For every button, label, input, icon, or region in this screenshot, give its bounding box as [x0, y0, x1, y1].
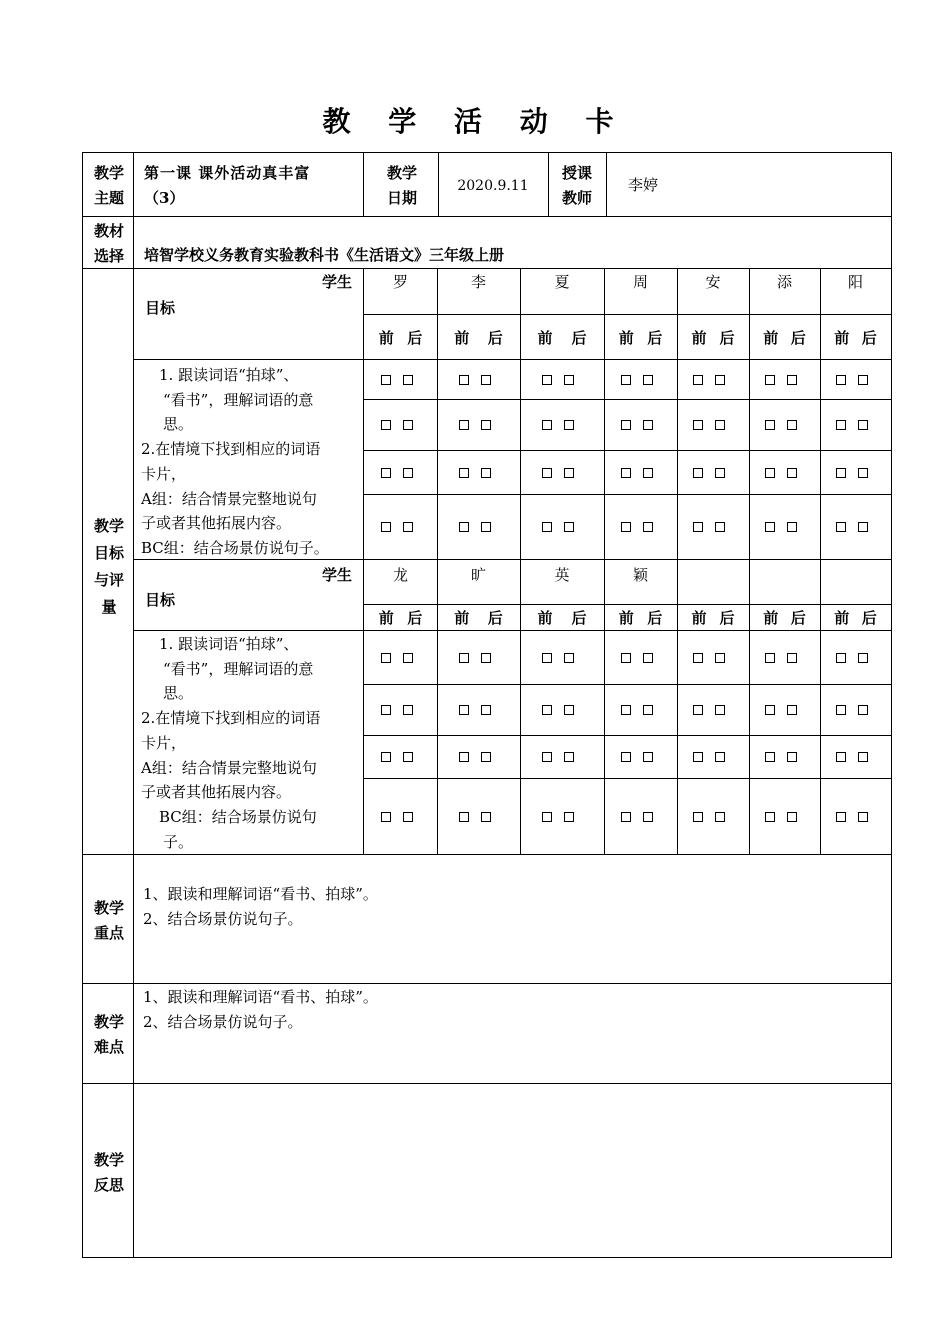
assessment-checkbox[interactable] — [715, 420, 725, 430]
goal-line: “看书”，理解词语的意 — [163, 659, 314, 678]
b-after-label: 后 — [407, 609, 423, 627]
b-after-label: 后 — [571, 609, 587, 627]
assessment-checkbox[interactable] — [643, 653, 653, 663]
assessment-checkbox[interactable] — [403, 375, 413, 385]
table-border — [363, 268, 364, 855]
assessment-checkbox[interactable] — [621, 522, 631, 532]
assessment-checkbox[interactable] — [621, 375, 631, 385]
table-border — [363, 604, 892, 605]
a-after-label: 后 — [861, 329, 877, 347]
b-after-label: 后 — [487, 609, 503, 627]
a-after-label: 后 — [719, 329, 735, 347]
assessment-checkbox[interactable] — [836, 420, 846, 430]
b-student-name: 颖 — [632, 566, 648, 584]
assessment-checkbox[interactable] — [643, 705, 653, 715]
goal-line: 卡片， — [141, 733, 187, 752]
assessment-checkbox[interactable] — [459, 522, 469, 532]
table-border — [363, 152, 364, 217]
assessment-checkbox[interactable] — [765, 468, 775, 478]
assessment-checkbox[interactable] — [836, 522, 846, 532]
page-title: 教 学 活 动 卡 — [322, 105, 628, 138]
assessment-checkbox[interactable] — [381, 522, 391, 532]
table-border — [749, 268, 750, 855]
assessment-checkbox[interactable] — [858, 705, 868, 715]
assessment-checkbox[interactable] — [621, 812, 631, 822]
assessment-checkbox[interactable] — [858, 653, 868, 663]
a-before-label: 前 — [763, 329, 779, 347]
assessment-checkbox[interactable] — [643, 812, 653, 822]
assessment-checkbox[interactable] — [643, 375, 653, 385]
assessment-checkbox[interactable] — [381, 705, 391, 715]
assessment-checkbox[interactable] — [542, 375, 552, 385]
assessment-checkbox[interactable] — [542, 522, 552, 532]
goal-line: 子。 — [163, 832, 194, 851]
assessment-checkbox[interactable] — [459, 468, 469, 478]
reflection-label: 教学 反思 — [93, 1151, 124, 1194]
assessment-checkbox[interactable] — [403, 705, 413, 715]
assessment-checkbox[interactable] — [403, 468, 413, 478]
assessment-checkbox[interactable] — [381, 752, 391, 762]
assessment-checkbox[interactable] — [643, 752, 653, 762]
assessment-checkbox[interactable] — [765, 812, 775, 822]
assessment-checkbox[interactable] — [542, 653, 552, 663]
assessment-checkbox[interactable] — [481, 375, 491, 385]
key-point-2: 2、结合场景仿说句子。 — [143, 910, 303, 928]
assessment-checkbox[interactable] — [836, 752, 846, 762]
a-after-label: 后 — [571, 329, 587, 347]
assessment-checkbox[interactable] — [481, 468, 491, 478]
assessment-checkbox[interactable] — [564, 653, 574, 663]
assessment-checkbox[interactable] — [459, 705, 469, 715]
assessment-checkbox[interactable] — [787, 522, 797, 532]
a-student-name: 李 — [470, 273, 486, 291]
assessment-checkbox[interactable] — [381, 468, 391, 478]
assessment-checkbox[interactable] — [542, 468, 552, 478]
assessment-checkbox[interactable] — [403, 812, 413, 822]
assessment-checkbox[interactable] — [459, 420, 469, 430]
teacher-label: 授课 教师 — [561, 164, 592, 207]
key-points-label: 教学 重点 — [93, 899, 124, 942]
table-border — [363, 314, 892, 315]
assessment-checkbox[interactable] — [621, 468, 631, 478]
assessment-checkbox[interactable] — [564, 812, 574, 822]
assessment-checkbox[interactable] — [693, 653, 703, 663]
assessment-checkbox[interactable] — [765, 375, 775, 385]
assessment-checkbox[interactable] — [715, 375, 725, 385]
table-border — [520, 268, 521, 855]
a-student-name: 阳 — [847, 273, 863, 291]
assessment-checkbox[interactable] — [693, 812, 703, 822]
assessment-checkbox[interactable] — [481, 522, 491, 532]
a-student-name: 添 — [776, 273, 792, 291]
assessment-checkbox[interactable] — [381, 420, 391, 430]
assessment-checkbox[interactable] — [836, 812, 846, 822]
a-before-label: 前 — [454, 329, 470, 347]
assessment-checkbox[interactable] — [564, 752, 574, 762]
a-student-name: 周 — [632, 273, 648, 291]
difficulty-1: 1、跟读和理解词语“看书、拍球”。 — [143, 988, 378, 1006]
table-border — [82, 152, 892, 153]
assessment-checkbox[interactable] — [787, 375, 797, 385]
goal-line: BC组：结合场景仿说句子。 — [141, 538, 329, 557]
teacher-name: 李婷 — [628, 176, 659, 194]
assessment-checkbox[interactable] — [858, 375, 868, 385]
b-after-label: 后 — [790, 609, 806, 627]
goal-line: A组：结合情景完整地说句 — [141, 758, 317, 777]
assessment-checkbox[interactable] — [542, 812, 552, 822]
a-before-label: 前 — [378, 329, 394, 347]
assessment-checkbox[interactable] — [621, 705, 631, 715]
table-border — [133, 152, 134, 1258]
assessment-checkbox[interactable] — [542, 752, 552, 762]
assessment-checkbox[interactable] — [481, 705, 491, 715]
student-label-b: 学生 — [322, 566, 353, 584]
assessment-checkbox[interactable] — [858, 468, 868, 478]
table-border — [82, 268, 892, 269]
goal-line: BC组：结合场景仿说句 — [159, 807, 317, 826]
assessment-checkbox[interactable] — [403, 653, 413, 663]
table-border — [891, 152, 892, 1258]
goal-line: 1. 跟读词语“拍球”、 — [159, 635, 299, 653]
material-label: 教材 选择 — [93, 222, 124, 265]
assessment-checkbox[interactable] — [459, 653, 469, 663]
b-after-label: 后 — [719, 609, 735, 627]
assessment-checkbox[interactable] — [643, 522, 653, 532]
table-border — [606, 152, 607, 217]
assessment-checkbox[interactable] — [858, 812, 868, 822]
assessment-checkbox[interactable] — [693, 752, 703, 762]
b-after-label: 后 — [861, 609, 877, 627]
assessment-checkbox[interactable] — [693, 375, 703, 385]
assessment-checkbox[interactable] — [643, 420, 653, 430]
assessment-checkbox[interactable] — [765, 420, 775, 430]
assessment-checkbox[interactable] — [715, 522, 725, 532]
assessment-checkbox[interactable] — [381, 812, 391, 822]
assessment-checkbox[interactable] — [787, 653, 797, 663]
goal-label-b: 目标 — [145, 591, 176, 609]
assessment-checkbox[interactable] — [481, 653, 491, 663]
assessment-checkbox[interactable] — [403, 522, 413, 532]
table-border — [363, 735, 892, 736]
assessment-checkbox[interactable] — [787, 752, 797, 762]
goal-line: “看书”，理解词语的意 — [163, 390, 314, 409]
goal-line: A组：结合情景完整地说句 — [141, 489, 317, 508]
b-before-label: 前 — [537, 609, 553, 627]
b-student-name: 龙 — [392, 566, 408, 584]
goal-line: 2.在情境下找到相应的词语 — [141, 440, 321, 459]
table-border — [82, 983, 892, 984]
theme-value: 第一课 课外活动真丰富 — [144, 164, 311, 182]
goal-label-a: 目标 — [145, 299, 176, 317]
assessment-checkbox[interactable] — [542, 420, 552, 430]
assessment-checkbox[interactable] — [381, 375, 391, 385]
goal-line: 子或者其他拓展内容。 — [141, 783, 292, 802]
goal-line: 思。 — [163, 684, 194, 703]
assessment-checkbox[interactable] — [564, 705, 574, 715]
assessment-checkbox[interactable] — [459, 812, 469, 822]
b-before-label: 前 — [763, 609, 779, 627]
assessment-checkbox[interactable] — [765, 752, 775, 762]
a-after-label: 后 — [790, 329, 806, 347]
a-student-name: 安 — [705, 273, 721, 291]
theme-label: 教学 主题 — [93, 164, 124, 207]
assessment-checkbox[interactable] — [564, 522, 574, 532]
a-student-name: 罗 — [392, 273, 408, 291]
assessment-checkbox[interactable] — [564, 420, 574, 430]
b-before-label: 前 — [691, 609, 707, 627]
assessment-checkbox[interactable] — [787, 812, 797, 822]
b-student-name: 英 — [554, 566, 570, 584]
assessment-checkbox[interactable] — [481, 420, 491, 430]
assessment-checkbox[interactable] — [693, 522, 703, 532]
assessment-checkbox[interactable] — [564, 375, 574, 385]
assessment-checkbox[interactable] — [765, 653, 775, 663]
b-before-label: 前 — [378, 609, 394, 627]
b-before-label: 前 — [454, 609, 470, 627]
goal-line: 卡片， — [141, 464, 187, 483]
b-after-label: 后 — [647, 609, 663, 627]
a-student-name: 夏 — [554, 273, 570, 291]
assessment-checkbox[interactable] — [693, 468, 703, 478]
assessment-checkbox[interactable] — [542, 705, 552, 715]
assessment-checkbox[interactable] — [621, 752, 631, 762]
a-after-label: 后 — [647, 329, 663, 347]
assessment-checkbox[interactable] — [836, 705, 846, 715]
a-after-label: 后 — [487, 329, 503, 347]
table-border — [133, 359, 892, 360]
assessment-checkbox[interactable] — [693, 705, 703, 715]
table-border — [82, 152, 83, 1258]
difficulty-2: 2、结合场景仿说句子。 — [143, 1013, 303, 1031]
b-student-name: 旷 — [470, 566, 486, 584]
assessment-checkbox[interactable] — [715, 705, 725, 715]
table-border — [604, 268, 605, 855]
a-before-label: 前 — [618, 329, 634, 347]
objectives-label: 教学 目标 与评 量 — [93, 517, 124, 616]
assessment-checkbox[interactable] — [459, 375, 469, 385]
assessment-checkbox[interactable] — [836, 375, 846, 385]
assessment-checkbox[interactable] — [621, 420, 631, 430]
assessment-checkbox[interactable] — [481, 812, 491, 822]
table-border — [363, 684, 892, 685]
table-border — [820, 268, 821, 855]
assessment-checkbox[interactable] — [765, 522, 775, 532]
assessment-checkbox[interactable] — [564, 468, 574, 478]
student-label-a: 学生 — [322, 273, 353, 291]
a-before-label: 前 — [537, 329, 553, 347]
material-value: 培智学校义务教育实验教科书《生活语文》三年级上册 — [144, 246, 505, 264]
assessment-checkbox[interactable] — [381, 653, 391, 663]
assessment-checkbox[interactable] — [693, 420, 703, 430]
table-border — [363, 450, 892, 451]
a-after-label: 后 — [407, 329, 423, 347]
assessment-checkbox[interactable] — [481, 752, 491, 762]
assessment-checkbox[interactable] — [858, 752, 868, 762]
table-border — [363, 494, 892, 495]
assessment-checkbox[interactable] — [858, 522, 868, 532]
assessment-checkbox[interactable] — [715, 653, 725, 663]
assessment-checkbox[interactable] — [787, 705, 797, 715]
assessment-checkbox[interactable] — [787, 420, 797, 430]
assessment-checkbox[interactable] — [715, 812, 725, 822]
assessment-checkbox[interactable] — [715, 468, 725, 478]
table-border — [82, 854, 892, 855]
assessment-checkbox[interactable] — [787, 468, 797, 478]
table-border — [677, 268, 678, 855]
assessment-checkbox[interactable] — [403, 752, 413, 762]
assessment-checkbox[interactable] — [765, 705, 775, 715]
goal-line: 1. 跟读词语“拍球”、 — [159, 366, 299, 384]
b-before-label: 前 — [618, 609, 634, 627]
date-value: 2020.9.11 — [457, 178, 529, 194]
assessment-checkbox[interactable] — [403, 420, 413, 430]
assessment-checkbox[interactable] — [621, 653, 631, 663]
difficulties-label: 教学 难点 — [93, 1013, 124, 1056]
assessment-checkbox[interactable] — [715, 752, 725, 762]
assessment-checkbox[interactable] — [643, 468, 653, 478]
theme-value-line2: （3） — [144, 189, 185, 207]
assessment-checkbox[interactable] — [836, 468, 846, 478]
assessment-checkbox[interactable] — [459, 752, 469, 762]
table-border — [363, 399, 892, 400]
a-before-label: 前 — [691, 329, 707, 347]
a-before-label: 前 — [834, 329, 850, 347]
goal-line: 思。 — [163, 415, 194, 434]
table-border — [82, 216, 892, 217]
table-border — [363, 778, 892, 779]
date-label: 教学 日期 — [386, 164, 417, 207]
key-point-1: 1、跟读和理解词语“看书、拍球”。 — [143, 885, 378, 903]
table-border — [82, 1083, 892, 1084]
goal-line: 子或者其他拓展内容。 — [141, 514, 292, 533]
assessment-checkbox[interactable] — [836, 653, 846, 663]
assessment-checkbox[interactable] — [858, 420, 868, 430]
table-border — [437, 268, 438, 855]
b-before-label: 前 — [834, 609, 850, 627]
goal-line: 2.在情境下找到相应的词语 — [141, 709, 321, 728]
table-border — [82, 1257, 892, 1258]
